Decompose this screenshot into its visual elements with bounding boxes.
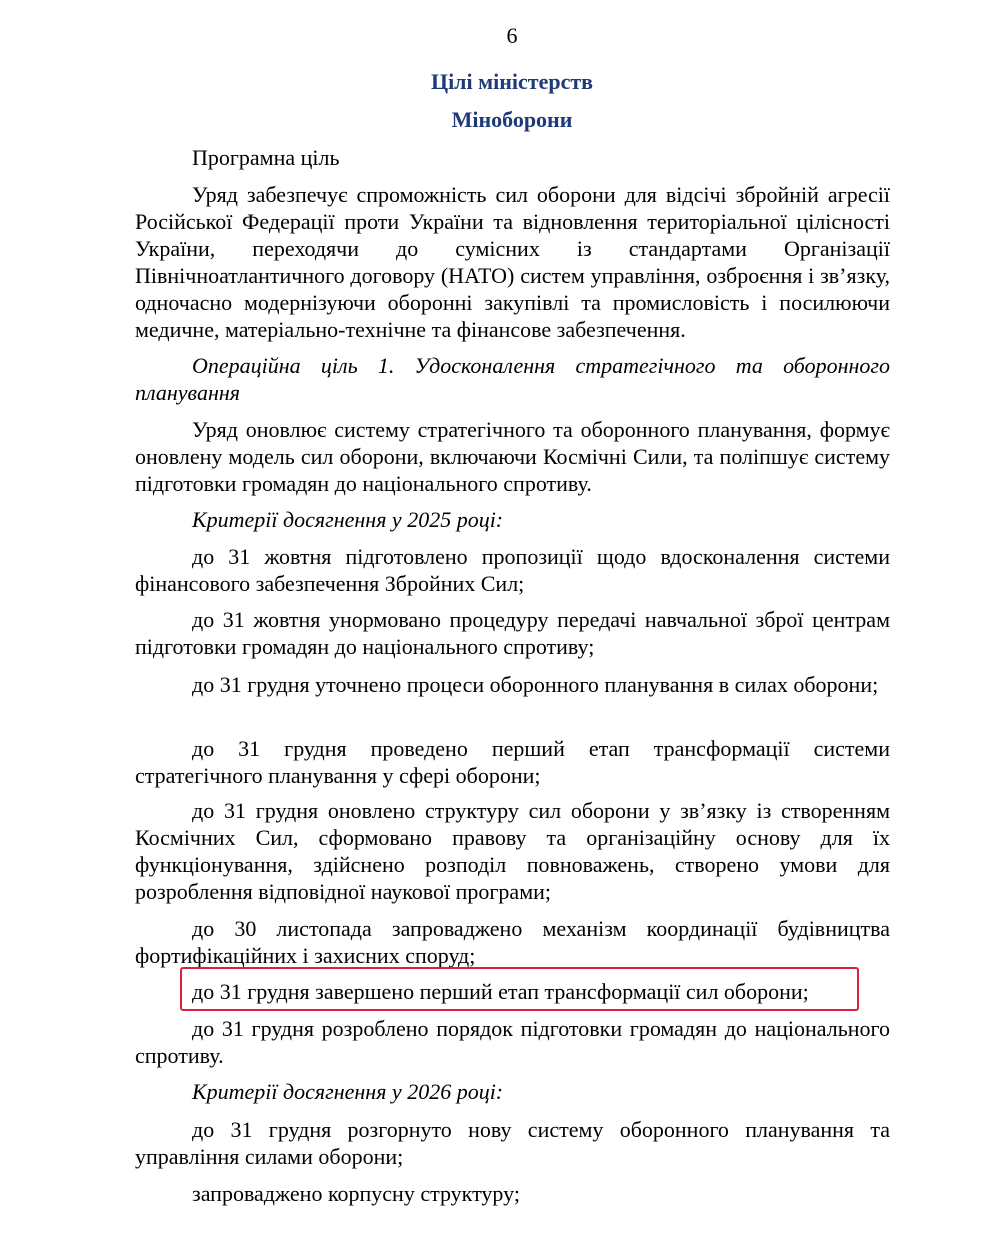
criterion-item: до 31 грудня розгорнуто нову систему оборонного планування та управління силами оборони; — [135, 1117, 890, 1169]
page-number: 6 — [506, 23, 518, 48]
section-title: Цілі міністерств — [430, 69, 594, 94]
program-goal-label: Програмна ціль — [192, 145, 340, 170]
highlighted-criterion-item: до 31 грудня завершено перший етап трансформації сил оборони; — [192, 979, 809, 1004]
criteria-2025-heading: Критерії досягнення у 2025 році: — [192, 507, 504, 532]
criterion-item: до 31 жовтня підготовлено пропозиції щодо вдосконалення системи фінансового забезпечення Збройних Сил; — [135, 544, 890, 596]
operational-goal-text: Уряд оновлює систему стратегічного та оборонного планування, формує оновлену модель сил оборони, включаючи Космічні Сили, та поліпшує систему підготовки громадян до національного спротиву. — [135, 417, 890, 496]
ministry-title: Міноборони — [451, 107, 573, 132]
criterion-item: до 31 грудня оновлено структуру сил оборони у зв’язку із створенням Космічних Сил, сформовано правову та організаційну основу для їх функціонування, здійснено розподіл повноважень, створено умови для розроблення відповідної наукової програми; — [135, 798, 890, 904]
criteria-2026-heading: Критерії досягнення у 2026 році: — [192, 1079, 504, 1104]
program-goal-text: Уряд забезпечує спроможність сил оборони для відсічі збройній агресії Російської Федерації проти України та відновлення територіальної цілісності України, переходячи до сумісних із стандартами Організації Північноатлантичного договору (НАТО) систем управління, озброєння і зв’язку, одночасно модернізуючи оборонні закупівлі та промисловість і посилюючи медичне, матеріально-технічне та фінансове забезпечення. — [135, 182, 890, 342]
criterion-item: до 30 листопада запроваджено механізм координації будівництва фортифікаційних і захисних споруд; — [135, 916, 890, 968]
criterion-item: до 31 грудня проведено перший етап трансформації системи стратегічного планування у сфері оборони; — [135, 736, 890, 788]
criterion-item: до 31 грудня розроблено порядок підготовки громадян до національного спротиву. — [135, 1016, 890, 1068]
operational-goal-title: Операційна ціль 1. Удосконалення стратегічного та оборонного планування — [135, 353, 890, 405]
criterion-item: до 31 жовтня унормовано процедуру передачі навчальної зброї центрам підготовки громадян до національного спротиву; — [135, 607, 890, 659]
criterion-item: до 31 грудня уточнено процеси оборонного планування в силах оборони; — [192, 672, 879, 697]
criterion-item: запроваджено корпусну структуру; — [192, 1181, 520, 1206]
